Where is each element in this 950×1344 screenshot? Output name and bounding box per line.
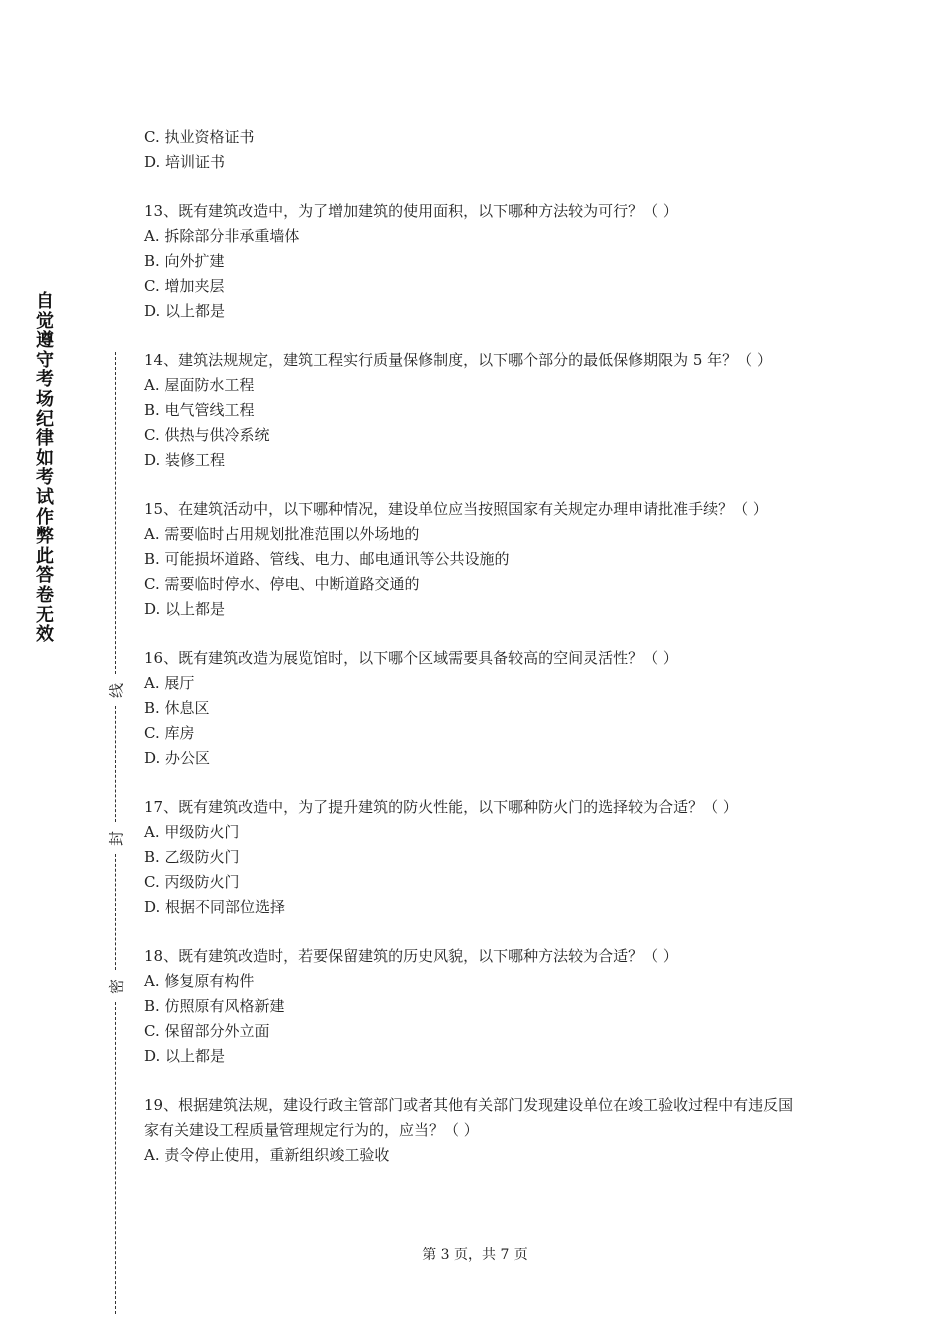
question-text: 19、根据建筑法规，建设行政主管部门或者其他有关部门发现建设单位在竣工验收过程中有违反国家有关建设工程质量管理规定行为的，应当？（ ）	[144, 1096, 794, 1139]
side-notice-char: 此	[36, 545, 54, 567]
side-notice-char: 弊	[36, 526, 54, 548]
option: B. 电气管线工程	[144, 401, 255, 419]
option: C. 供热与供冷系统	[144, 426, 270, 444]
binding-dashed-line	[115, 1002, 116, 1314]
side-notice-char: 如	[36, 447, 54, 469]
option: A. 需要临时占用规划批准范围以外场地的	[144, 525, 420, 543]
option: D. 办公区	[144, 749, 211, 767]
side-notice-char: 效	[36, 624, 54, 646]
option: D. 培训证书	[144, 153, 226, 171]
question-text: 15、在建筑活动中，以下哪种情况，建设单位应当按照国家有关规定办理申请批准手续？（ ）	[144, 500, 768, 518]
side-notice-char: 场	[36, 388, 54, 410]
seal-label-line: 线	[107, 683, 126, 699]
option: B. 休息区	[144, 699, 210, 717]
question-16	[144, 646, 804, 771]
side-notice-char: 试	[36, 486, 54, 508]
question-17	[144, 795, 804, 920]
side-notice-char: 纪	[36, 408, 54, 430]
option: D. 以上都是	[144, 1047, 226, 1065]
binding-dashed-line	[115, 352, 116, 674]
option: C. 库房	[144, 724, 195, 742]
option: C. 增加夹层	[144, 277, 225, 295]
seal-label-seal: 封	[107, 831, 126, 847]
side-notice-char: 守	[36, 349, 54, 371]
side-notice	[32, 292, 58, 645]
option: A. 责令停止使用，重新组织竣工验收	[144, 1146, 390, 1164]
seal-label-secret: 密	[107, 979, 126, 995]
question-14	[144, 348, 804, 473]
prev-question-options	[144, 125, 804, 175]
side-notice-char: 答	[36, 565, 54, 587]
binding-dashed-line	[115, 706, 116, 822]
question-text: 17、既有建筑改造中，为了提升建筑的防火性能，以下哪种防火门的选择较为合适？（ ）	[144, 798, 738, 816]
side-notice-char: 考	[36, 467, 54, 489]
side-notice-char: 遵	[36, 330, 54, 352]
option: A. 屋面防水工程	[144, 376, 255, 394]
side-notice-char: 无	[36, 604, 54, 626]
side-notice-char: 自	[36, 291, 54, 312]
question-text: 13、既有建筑改造中，为了增加建筑的使用面积，以下哪种方法较为可行？（ ）	[144, 202, 678, 220]
option: B. 仿照原有风格新建	[144, 997, 285, 1015]
question-text: 16、既有建筑改造为展览馆时，以下哪个区域需要具备较高的空间灵活性？（ ）	[144, 649, 678, 667]
option: B. 乙级防火门	[144, 848, 240, 866]
option: D. 根据不同部位选择	[144, 898, 286, 916]
side-notice-char: 卷	[36, 584, 54, 606]
side-notice-char: 律	[36, 428, 54, 450]
question-text: 14、建筑法规规定，建筑工程实行质量保修制度，以下哪个部分的最低保修期限为 5 年？（ ）	[144, 351, 772, 369]
question-content	[144, 125, 804, 1168]
page-footer: 第 3 页，共 7 页	[422, 1247, 528, 1263]
question-text: 18、既有建筑改造时，若要保留建筑的历史风貌，以下哪种方法较为合适？（ ）	[144, 947, 678, 965]
question-13	[144, 199, 804, 324]
option: A. 修复原有构件	[144, 972, 255, 990]
side-notice-char: 觉	[36, 310, 54, 332]
option: A. 甲级防火门	[144, 823, 240, 841]
side-notice-char: 考	[36, 369, 54, 391]
question-18	[144, 944, 804, 1069]
question-15	[144, 497, 804, 622]
option: B. 向外扩建	[144, 252, 225, 270]
side-notice-char: 作	[36, 506, 54, 528]
option: C. 需要临时停水、停电、中断道路交通的	[144, 575, 420, 593]
question-19	[144, 1093, 804, 1168]
option: B. 可能损坏道路、管线、电力、邮电通讯等公共设施的	[144, 550, 510, 568]
option: D. 以上都是	[144, 600, 226, 618]
option: A. 拆除部分非承重墙体	[144, 227, 300, 245]
option: D. 装修工程	[144, 451, 226, 469]
option: A. 展厅	[144, 674, 195, 692]
binding-dashed-line	[115, 854, 116, 970]
option: C. 丙级防火门	[144, 873, 240, 891]
option: C. 保留部分外立面	[144, 1022, 270, 1040]
option: C. 执业资格证书	[144, 128, 255, 146]
option: D. 以上都是	[144, 302, 226, 320]
